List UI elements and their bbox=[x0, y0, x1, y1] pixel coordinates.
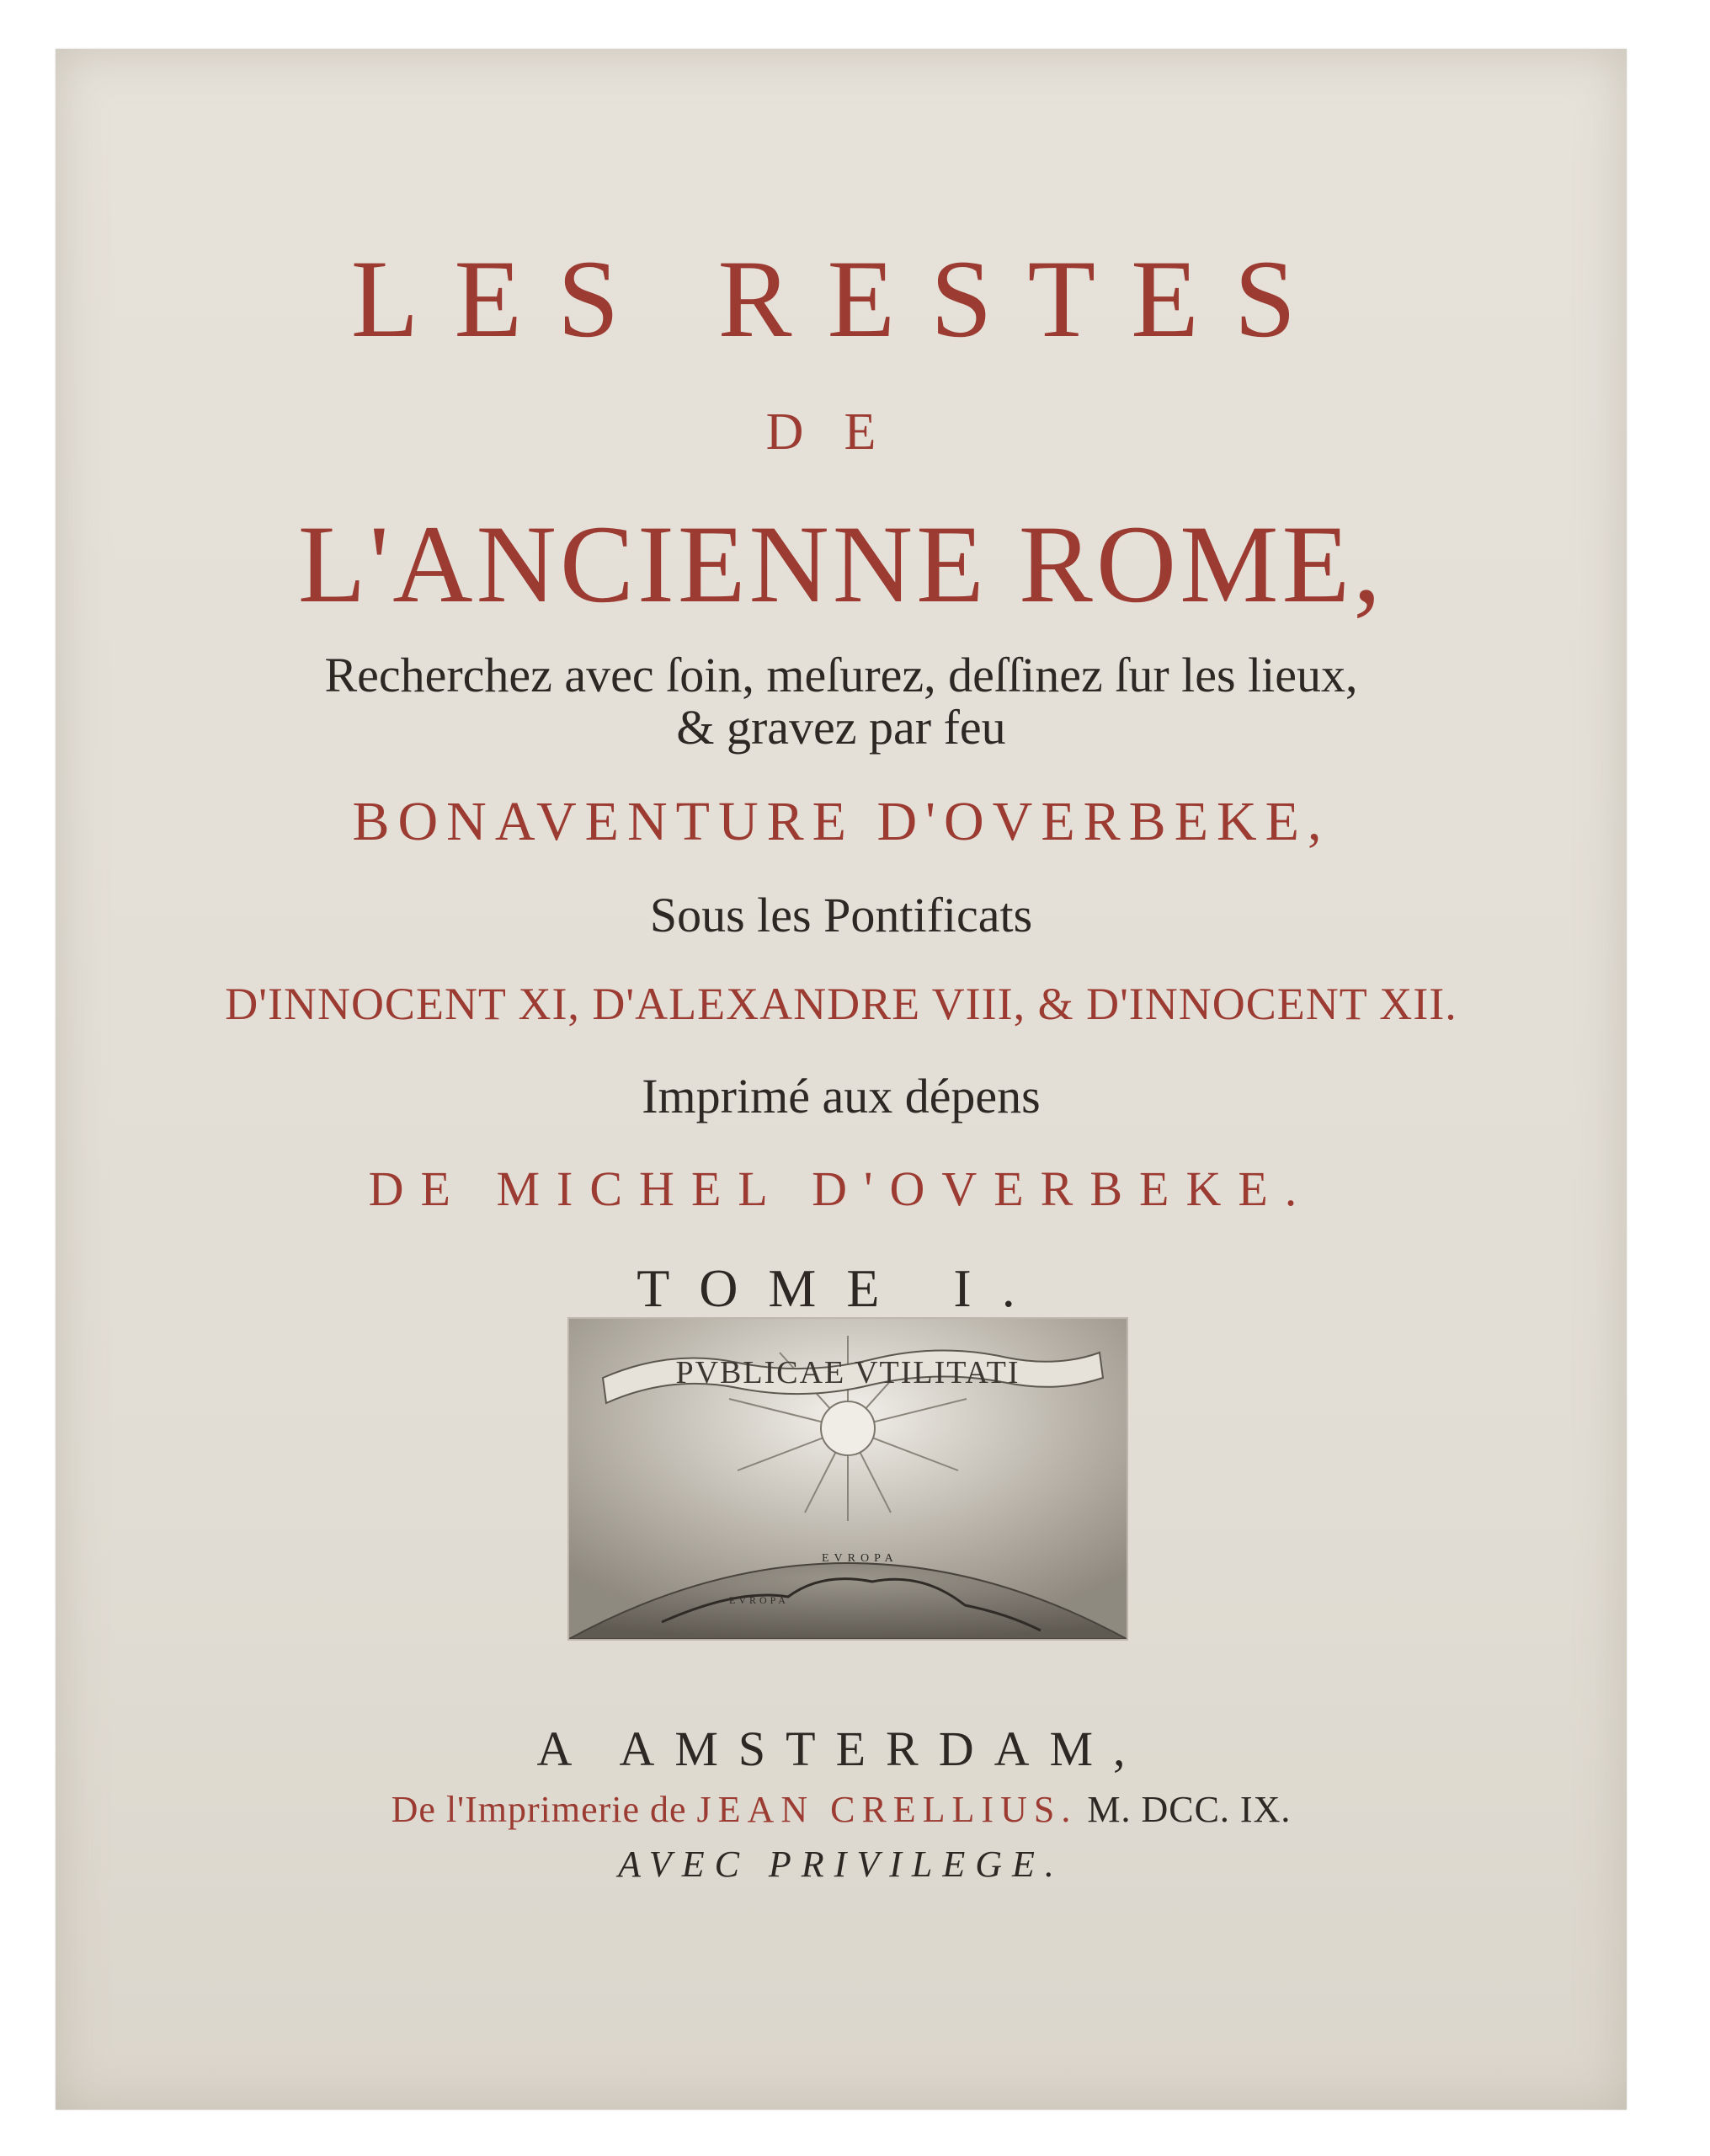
privilege-note: AVEC PRIVILEGE. bbox=[618, 1844, 1064, 1885]
title-preposition: DE bbox=[765, 403, 917, 461]
book-title-line-2: L'ANCIENNE ROME, bbox=[297, 502, 1385, 626]
volume-number: TOME I. bbox=[637, 1258, 1046, 1318]
pontificates-intro: Sous les Pontificats bbox=[649, 888, 1033, 942]
printing-note: Imprimé aux dépens bbox=[642, 1069, 1041, 1123]
publisher-name: DE MICHEL D'OVERBEKE. bbox=[368, 1161, 1314, 1216]
imprint-year: M. DCC. IX. bbox=[1087, 1789, 1292, 1830]
printer-name: JEAN CRELLIUS. bbox=[696, 1789, 1078, 1830]
imprint-printer bbox=[56, 1788, 1627, 1831]
imprint-city: A AMSTERDAM, bbox=[536, 1721, 1146, 1776]
subtitle-line-1: Recherchez avec ſoin, meſurez, deſſinez ſur les lieux, bbox=[324, 648, 1358, 702]
banner-motto: PVBLICAE VTILITATI bbox=[675, 1355, 1020, 1390]
globe-label-2: EVROPA bbox=[729, 1594, 789, 1606]
book-title: LES RESTES bbox=[350, 237, 1332, 360]
printer-prefix: De l'Imprimerie de bbox=[391, 1789, 687, 1830]
sun-icon bbox=[821, 1401, 875, 1455]
popes-list: D'INNOCENT XI, D'ALEXANDRE VIII, & D'INNOCENT XII. bbox=[225, 979, 1457, 1029]
author-name: BONAVENTURE D'OVERBEKE, bbox=[352, 791, 1330, 852]
subtitle-line-2: & gravez par feu bbox=[676, 700, 1006, 755]
globe-label: EVROPA bbox=[822, 1552, 898, 1565]
engraved-vignette bbox=[569, 1319, 1127, 1639]
vignette-engraving bbox=[569, 1319, 1127, 1639]
title-page bbox=[56, 49, 1627, 2110]
